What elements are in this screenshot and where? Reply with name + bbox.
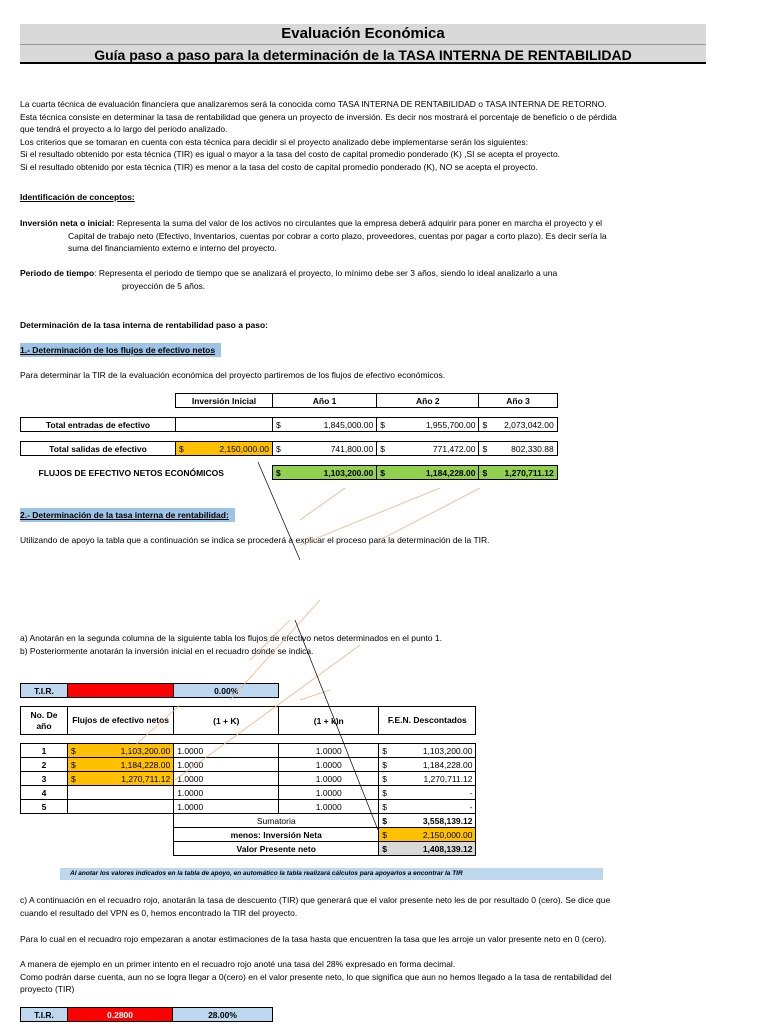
currency-sign: $ — [273, 418, 284, 432]
vpn-row — [21, 842, 476, 856]
instruction-b: b) Posteriormente anotarán la inversión inicial en el recuadro donde se indica. — [20, 645, 314, 656]
menos-row — [21, 828, 476, 842]
currency-sign: $ — [377, 442, 388, 456]
flow-input[interactable] — [79, 786, 174, 800]
row-label: FLUJOS DE EFECTIVO NETOS ECONÓMICOS — [38, 467, 224, 478]
currency-sign: $ — [377, 418, 388, 432]
intro-line: Los criterios que se tomaran en cuenta con esta técnica para decidir si el proyecto analizado debe implementarse serán los siguientes: — [20, 136, 528, 147]
tir-label: T.I.R. — [21, 684, 68, 698]
currency-sign: $ — [68, 772, 79, 786]
salidas-row — [21, 442, 558, 456]
currency-sign: $ — [379, 842, 390, 856]
table-cell: 2,073,042.00 — [490, 418, 557, 432]
entradas-row — [21, 418, 558, 432]
currency-sign: $ — [179, 443, 184, 454]
table-row — [21, 758, 476, 772]
kn-cell: 1.0000 — [279, 786, 379, 800]
currency-sign: $ — [479, 442, 490, 456]
section2-text: Utilizando de apoyo la tabla que a continuación se indica se procederá a explicar el proceso para la determinación de la TIR. — [20, 535, 490, 545]
instructions — [20, 632, 720, 657]
currency-sign: $ — [479, 466, 490, 480]
menos-label: menos: Inversión Neta — [174, 828, 379, 842]
intro-line: Esta técnica consiste en determinar la tasa de rentabilidad que genera un proyecto de inversión. Es decir nos mostrará el porcentaje de beneficio o de pérdida — [20, 111, 617, 122]
inversion-text: Representa la suma del valor de los activos no circulantes que la empresa deberá adquirir para poner en marcha el proyecto y el — [114, 218, 603, 228]
vpn-value: 1,408,139.12 — [390, 842, 476, 856]
sumatoria-label: Sumatoria — [174, 814, 379, 828]
paragraph-d: Para lo cual en el recuadro rojo empezaran a anotar estimaciones de la tasa hasta que encuentren la tasa que les arroje un valor presente neto en 0 (cero). — [20, 934, 607, 944]
table-cell: 1,955,700.00 — [388, 418, 479, 432]
column-header: (1 + k)n — [279, 707, 379, 735]
paragraph-line: c) A continuación en el recuadro rojo, anotarán la tasa de descuento (TIR) que generará que el valor presente neto les de por resultado 0 (cero). Se dice que — [20, 895, 611, 905]
k-cell: 1.0000 — [174, 758, 279, 772]
kn-cell: 1.0000 — [279, 758, 379, 772]
section2-title: 2.- Determinación de la tasa interna de rentabilidad: — [20, 508, 235, 522]
k-cell: 1.0000 — [174, 744, 279, 758]
table-cell — [176, 442, 273, 456]
inversion-text: suma del financiamiento externo e interno del proyecto. — [68, 243, 277, 253]
intro-line: Si el resultado obtenido por esta técnica (TIR) es menor a la tasa del costo de capital promedio ponderado (K), NO se acepta el proyecto. — [20, 161, 538, 172]
year-cell: 5 — [21, 800, 68, 814]
flow-input[interactable] — [68, 786, 79, 800]
column-header: Flujos de efectivo netos — [68, 707, 174, 735]
sumatoria-row — [21, 814, 476, 828]
currency-sign: $ — [479, 418, 490, 432]
column-header: F.E.N. Descontados — [379, 707, 476, 735]
table-cell: 802,330.88 — [490, 442, 557, 456]
paragraph-line: A manera de ejemplo en un primer intento en el recuadro rojo anoté una tasa del 28% expresado en forma decimal. — [20, 959, 456, 969]
currency-sign: $ — [273, 442, 284, 456]
section1-title: 1.- Determinación de los flujos de efectivo netos — [20, 343, 221, 357]
column-header: Año 1 — [273, 394, 377, 408]
tir-label: T.I.R. — [21, 1008, 68, 1022]
column-header: Año 3 — [479, 394, 557, 408]
intro-line: Si el resultado obtenido por esta técnica (TIR) es igual o mayor a la tasa del costo de capital promedio ponderado (K) ,SI se acepta el proyecto. — [20, 149, 561, 159]
intro-paragraph — [20, 98, 720, 173]
discounted-cell: - — [390, 786, 476, 800]
currency-sign: $ — [379, 758, 390, 772]
paragraph-e — [20, 958, 720, 996]
paragraph-c — [20, 894, 720, 919]
tir-table — [20, 683, 476, 856]
table-cell: 1,270,711.12 — [490, 466, 557, 480]
table-row — [21, 800, 476, 814]
discounted-cell: 1,103,200.00 — [390, 744, 476, 758]
flow-input[interactable]: 1,184,228.00 — [79, 758, 174, 772]
paragraph-line: cuando el resultado del VPN es 0, hemos encontrado la TIR del proyecto. — [20, 907, 298, 918]
currency-sign: $ — [273, 466, 284, 480]
table-row — [21, 786, 476, 800]
intro-line: que tendrá el proyecto a lo largo del periodo analizado. — [20, 124, 228, 134]
tir-header-row — [21, 707, 476, 735]
section1-text: Para determinar la TIR de la evaluación económica del proyecto partiremos de los flujos de efectivo económicos. — [20, 370, 446, 380]
vpn-label: Valor Presente neto — [174, 842, 379, 856]
currency-sign: $ — [379, 772, 390, 786]
kn-cell: 1.0000 — [279, 800, 379, 814]
year-cell: 2 — [21, 758, 68, 772]
flow-input[interactable] — [68, 800, 79, 814]
column-header: Inversión Inicial — [176, 394, 273, 408]
row-label: Total entradas de efectivo — [21, 418, 176, 432]
flows-table — [20, 393, 558, 480]
inversion-inicial-value: 2,150,000.00 — [219, 443, 269, 454]
kn-cell: 1.0000 — [279, 744, 379, 758]
flow-input[interactable]: 1,103,200.00 — [79, 744, 174, 758]
arrow-line — [380, 488, 480, 540]
inversion-neta-input[interactable]: 2,150,000.00 — [390, 828, 476, 842]
tir-example-input[interactable]: 0.2800 — [68, 1008, 173, 1022]
document-title: Evaluación Económica — [20, 24, 706, 44]
paragraph-line: proyecto (TIR) — [20, 984, 75, 994]
kn-cell: 1.0000 — [279, 772, 379, 786]
concepts-heading: Identificación de conceptos: — [20, 192, 135, 202]
flows-header-row — [21, 394, 558, 408]
tir-example-percent: 28.00% — [173, 1008, 273, 1022]
currency-sign: $ — [68, 744, 79, 758]
fen-row — [21, 466, 558, 480]
year-cell: 4 — [21, 786, 68, 800]
table-row — [21, 772, 476, 786]
row-label: Total salidas de efectivo — [21, 442, 176, 456]
arrow-line — [300, 488, 345, 520]
sumatoria-value: 3,558,139.12 — [390, 814, 476, 828]
column-header: (1 + K) — [174, 707, 279, 735]
currency-sign: $ — [379, 814, 390, 828]
column-header: Año 2 — [377, 394, 479, 408]
paragraph-line: Como podrán darse cuenta, aun no se logra llegar a 0(cero) en el valor presente neto, lo que significa que aun no hemos llegado a la tasa de rentabilidad del — [20, 971, 612, 982]
periodo-term: Periodo de tiempo — [20, 268, 95, 278]
currency-sign: $ — [379, 744, 390, 758]
document-subtitle: Guía paso a paso para la determinación de la TASA INTERNA DE RENTABILIDAD — [20, 44, 706, 64]
periodo-definition — [20, 267, 720, 292]
year-cell: 3 — [21, 772, 68, 786]
tir-percent: 0.00% — [174, 684, 279, 698]
tir-example-row — [20, 1007, 273, 1022]
year-cell: 1 — [21, 744, 68, 758]
flow-input[interactable]: 1,270,711.12 — [79, 772, 174, 786]
discounted-cell: 1,184,228.00 — [390, 758, 476, 772]
discounted-cell: - — [390, 800, 476, 814]
column-header: No. De año — [21, 707, 68, 735]
inversion-text: Capital de trabajo neto (Efectivo, Inventarios, cuentas por cobrar a corto plazo, proveedores, cuentas por pagar a corto plazo). Es decir sería la — [68, 230, 607, 241]
steps-heading: Determinación de la tasa interna de rentabilidad paso a paso: — [20, 320, 268, 330]
table-row — [21, 744, 476, 758]
note-banner: Al anotar los valores indicados en la tabla de apoyo, en automático la tabla realizará cálculos para apoyarlos a encontrar la TIR — [60, 868, 603, 880]
inversion-definition — [20, 217, 720, 255]
tir-input[interactable] — [68, 684, 174, 698]
currency-sign: $ — [379, 786, 390, 800]
periodo-text: : Representa el periodo de tiempo que se analizará el proyecto, lo mínimo debe ser 3 años, siendo lo ideal analizarlo a una — [94, 268, 558, 278]
currency-sign: $ — [379, 800, 390, 814]
currency-sign: $ — [377, 466, 388, 480]
table-cell: 1,184,228.00 — [388, 466, 479, 480]
k-cell: 1.0000 — [174, 786, 279, 800]
table-cell: 771,472.00 — [388, 442, 479, 456]
table-cell: 741,800.00 — [284, 442, 377, 456]
currency-sign: $ — [68, 758, 79, 772]
flow-input[interactable] — [79, 800, 174, 814]
periodo-text: proyección de 5 años. — [122, 280, 206, 291]
inversion-term: Inversión neta o inicial: — [20, 218, 115, 228]
intro-line: La cuarta técnica de evaluación financiera que analizaremos será la conocida como TASA INTERNA DE RENTABILIDAD o TASA INTERNA DE RETORNO. — [20, 99, 607, 109]
table-cell: 1,845,000.00 — [284, 418, 377, 432]
tir-input-row — [21, 684, 476, 698]
currency-sign: $ — [379, 828, 390, 842]
table-cell — [176, 418, 273, 432]
k-cell: 1.0000 — [174, 800, 279, 814]
k-cell: 1.0000 — [174, 772, 279, 786]
table-cell: 1,103,200.00 — [284, 466, 377, 480]
discounted-cell: 1,270,711.12 — [390, 772, 476, 786]
instruction-a: a) Anotarán en la segunda columna de la siguiente tabla los flujos de efectivo netos determinados en el punto 1. — [20, 633, 442, 643]
